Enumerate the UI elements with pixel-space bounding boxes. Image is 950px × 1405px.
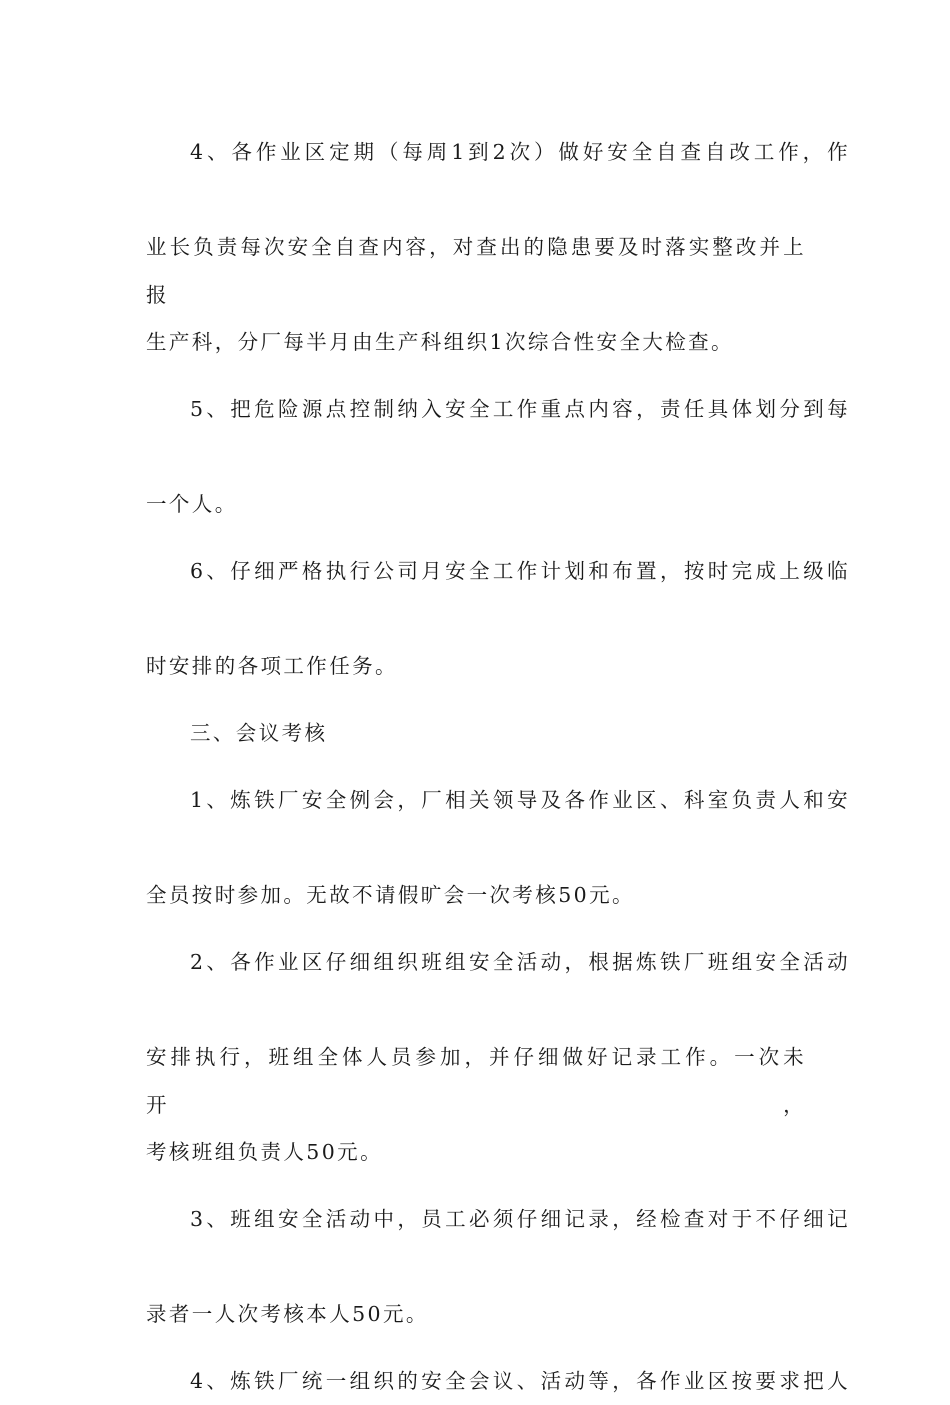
item-3-line-2: 录者一人次考核本人50元。 xyxy=(146,1302,429,1326)
paragraph-6-line-1: 6、仔细严格执行公司月安全工作计划和布置，按时完成上级临 xyxy=(190,559,850,583)
paragraph-4-line-1: 4、各作业区定期（每周1到2次）做好安全自查自改工作，作 xyxy=(190,140,850,164)
paragraph-5-line-2: 一个人。 xyxy=(146,492,238,516)
item-3-line-1: 3、班组安全活动中，员工必须仔细记录，经检查对于不仔细记 xyxy=(190,1207,850,1231)
item-4-line-1: 4、炼铁厂统一组织的安全会议、活动等，各作业区按要求把人 xyxy=(190,1369,850,1393)
paragraph-5-line-1: 5、把危险源点控制纳入安全工作重点内容，责任具体划分到每 xyxy=(190,397,850,421)
item-1-line-2: 全员按时参加。无故不请假旷会一次考核50元。 xyxy=(146,883,635,907)
item-1-line-1: 1、炼铁厂安全例会，厂相关领导及各作业区、科室负责人和安 xyxy=(190,788,850,812)
item-2-line-3: 考核班组负责人50元。 xyxy=(146,1140,383,1164)
paragraph-6-line-2: 时安排的各项工作任务。 xyxy=(146,654,398,678)
paragraph-4-line-2: 业长负责每次安全自查内容，对查出的隐患要及时落实整改并上报 xyxy=(146,235,806,307)
item-2-line-1: 2、各作业区仔细组织班组安全活动，根据炼铁厂班组安全活动 xyxy=(190,950,850,974)
section-heading-meeting-assessment: 三、会议考核 xyxy=(190,721,328,745)
document-body xyxy=(146,128,850,1405)
paragraph-4-line-3: 生产科，分厂每半月由生产科组织1次综合性安全大检查。 xyxy=(146,330,734,354)
item-2-line-2: 安排执行，班组全体人员参加，并仔细做好记录工作。一次未开， xyxy=(146,1045,806,1117)
